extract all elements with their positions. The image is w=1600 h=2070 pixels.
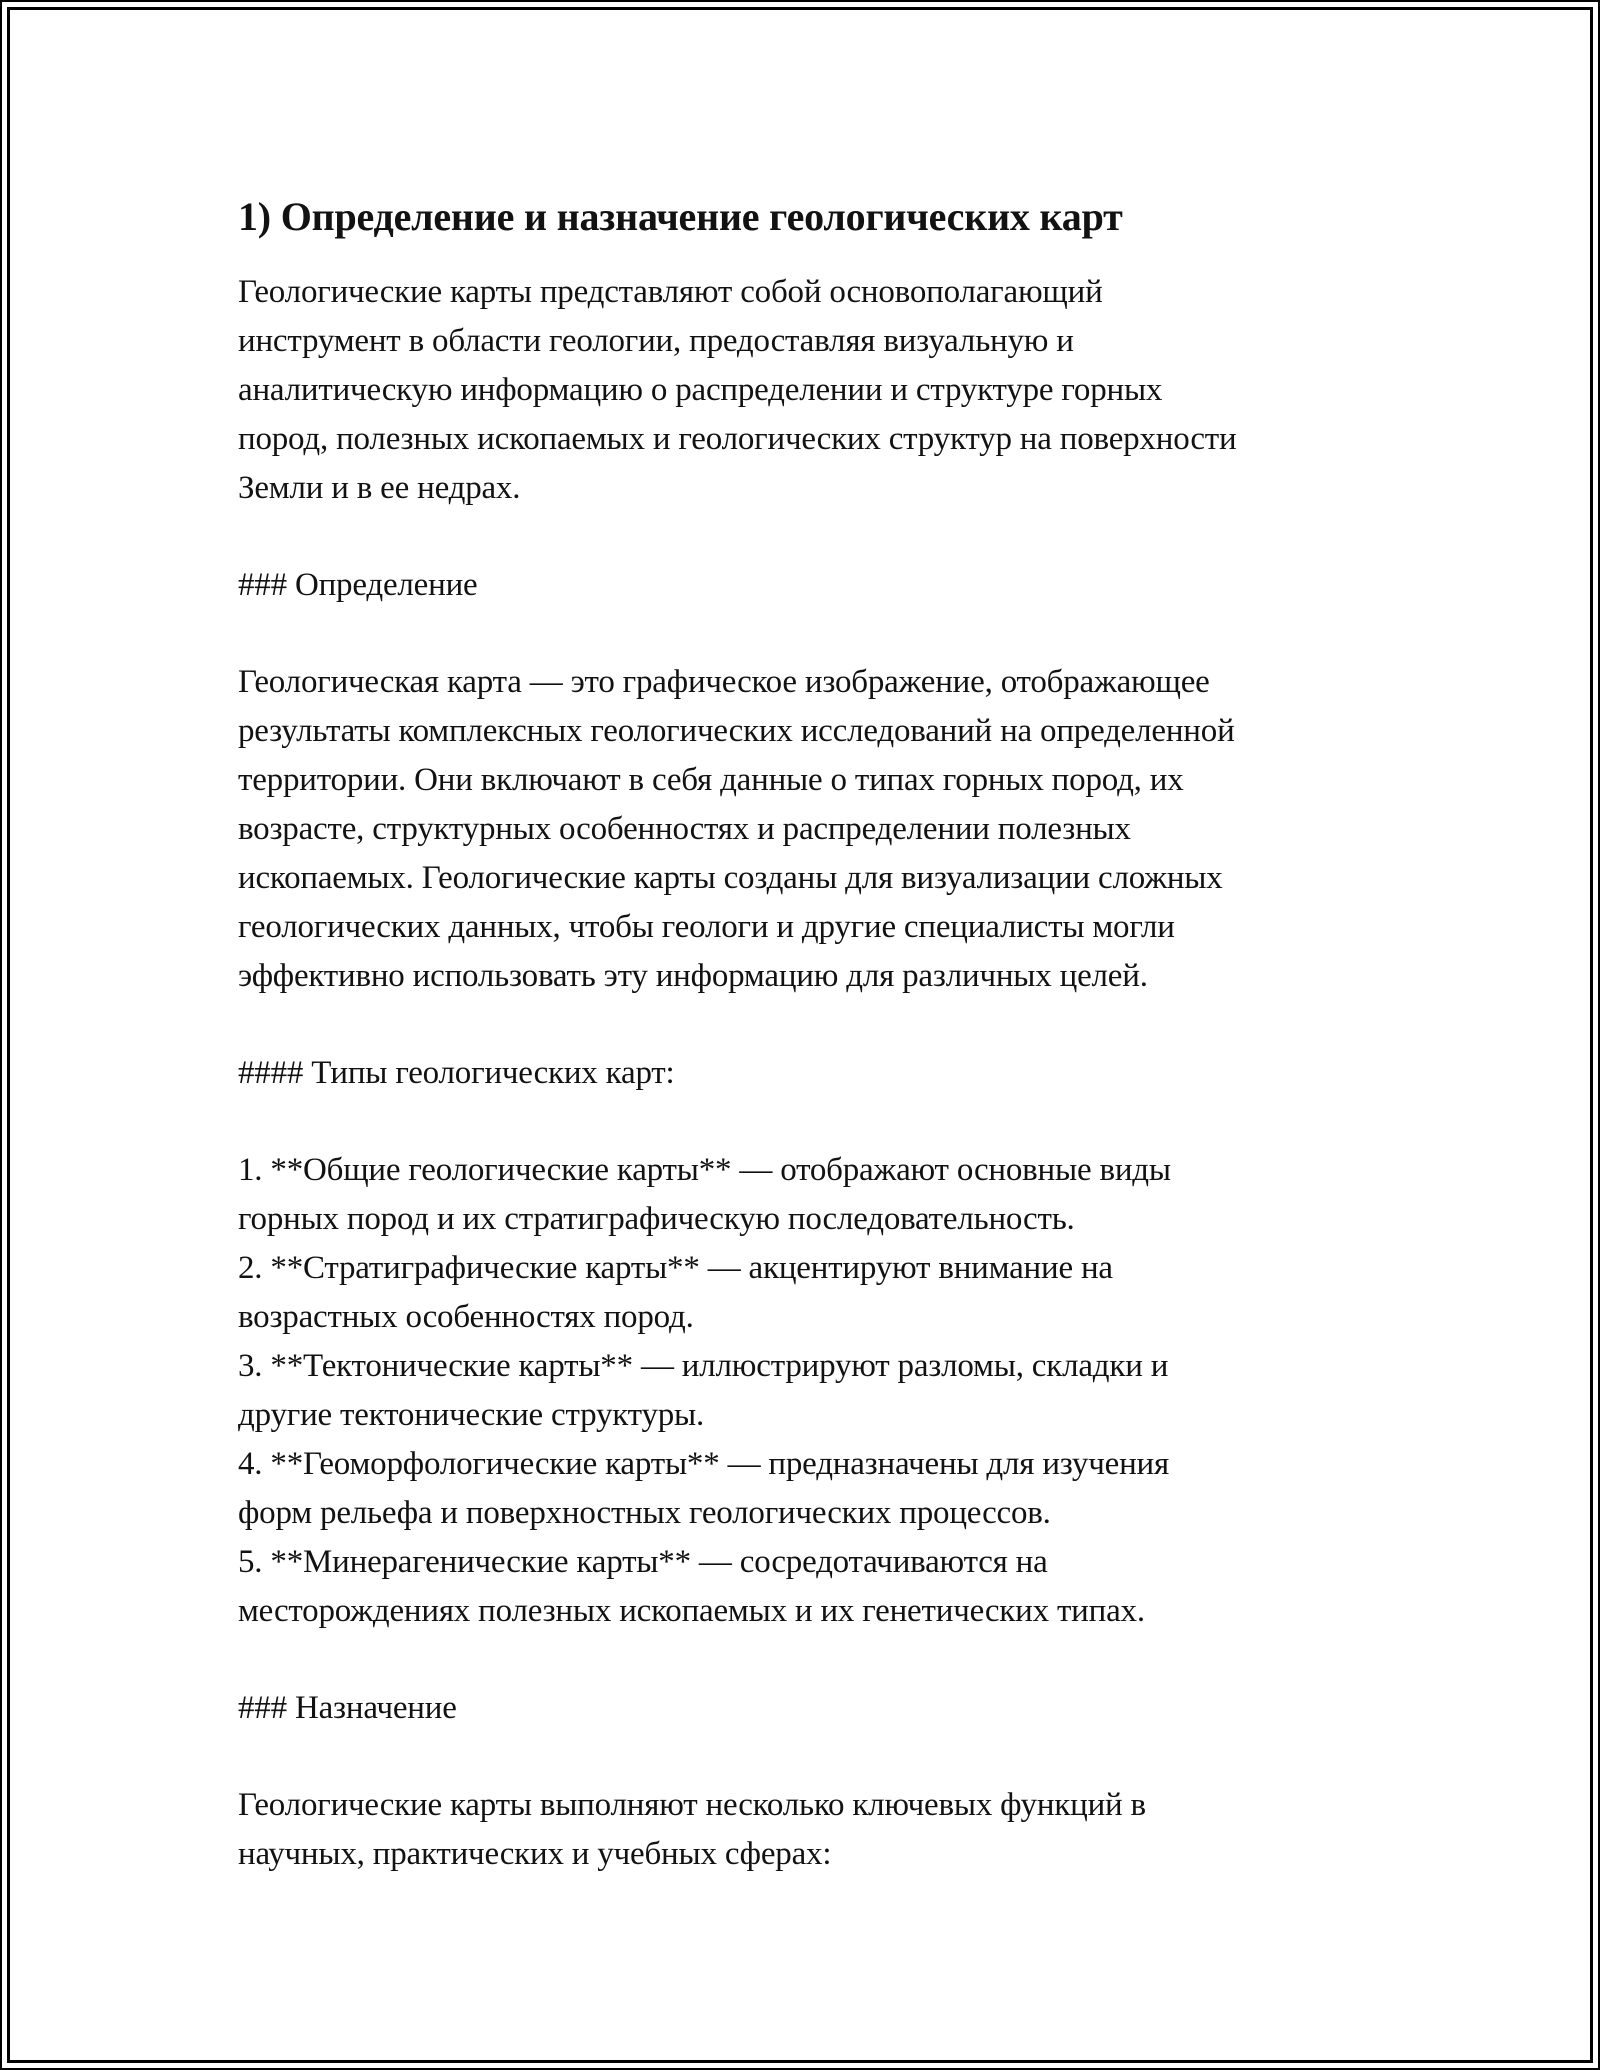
text-line: возрасте, структурных особенностях и распределении полезных — [238, 811, 1131, 847]
list-item-line: горных пород и их стратиграфическую последовательность. — [238, 1201, 1075, 1237]
list-item-line: 3. **Тектонические карты** — иллюстрируют разломы, складки и — [238, 1348, 1169, 1384]
text-line: аналитическую информацию о распределении и структуре горных — [238, 372, 1163, 408]
list-item-line: месторождениях полезных ископаемых и их генетических типах. — [238, 1593, 1145, 1629]
text-line: пород, полезных ископаемых и геологических структур на поверхности — [238, 421, 1237, 457]
list-item-line: возрастных особенностях пород. — [238, 1299, 694, 1335]
types-list — [238, 1146, 1540, 1636]
text-line: ископаемых. Геологические карты созданы для визуализации сложных — [238, 860, 1223, 896]
heading-definition — [238, 561, 1540, 610]
intro-paragraph — [238, 268, 1540, 513]
list-item-line: 2. **Стратиграфические карты** — акцентируют внимание на — [238, 1250, 1113, 1286]
heading-line: ### Определение — [238, 567, 478, 603]
list-item-line: другие тектонические структуры. — [238, 1397, 705, 1433]
document-title: 1) Определение и назначение геологических карт — [238, 194, 1123, 239]
heading-line: ### Назначение — [238, 1690, 457, 1726]
document-content — [238, 189, 1540, 1927]
text-line: результаты комплексных геологических исследований на определенной — [238, 713, 1235, 749]
heading-types — [238, 1049, 1540, 1098]
text-line: Земли и в ее недрах. — [238, 470, 521, 506]
text-line: Геологические карты выполняют несколько ключевых функций в — [238, 1787, 1146, 1823]
list-item-line: 4. **Геоморфологические карты** — предназначены для изучения — [238, 1446, 1169, 1482]
text-line: геологических данных, чтобы геологи и другие специалисты могли — [238, 909, 1175, 945]
text-line: инструмент в области геологии, предоставляя визуальную и — [238, 323, 1074, 359]
text-line: Геологические карты представляют собой основополагающий — [238, 274, 1103, 310]
text-line: эффективно использовать эту информацию для различных целей. — [238, 958, 1148, 994]
list-item-line: 1. **Общие геологические карты** — отображают основные виды — [238, 1152, 1171, 1188]
text-line: территории. Они включают в себя данные о типах горных пород, их — [238, 762, 1184, 798]
heading-purpose — [238, 1684, 1540, 1733]
list-item-line: форм рельефа и поверхностных геологических процессов. — [238, 1495, 1051, 1531]
purpose-paragraph — [238, 1781, 1540, 1879]
text-line: научных, практических и учебных сферах: — [238, 1836, 832, 1872]
heading-line: #### Типы геологических карт: — [238, 1055, 675, 1091]
text-line: Геологическая карта — это графическое изображение, отображающее — [238, 664, 1210, 700]
definition-paragraph — [238, 658, 1540, 1001]
list-item-line: 5. **Минерагенические карты** — сосредотачиваются на — [238, 1544, 1048, 1580]
